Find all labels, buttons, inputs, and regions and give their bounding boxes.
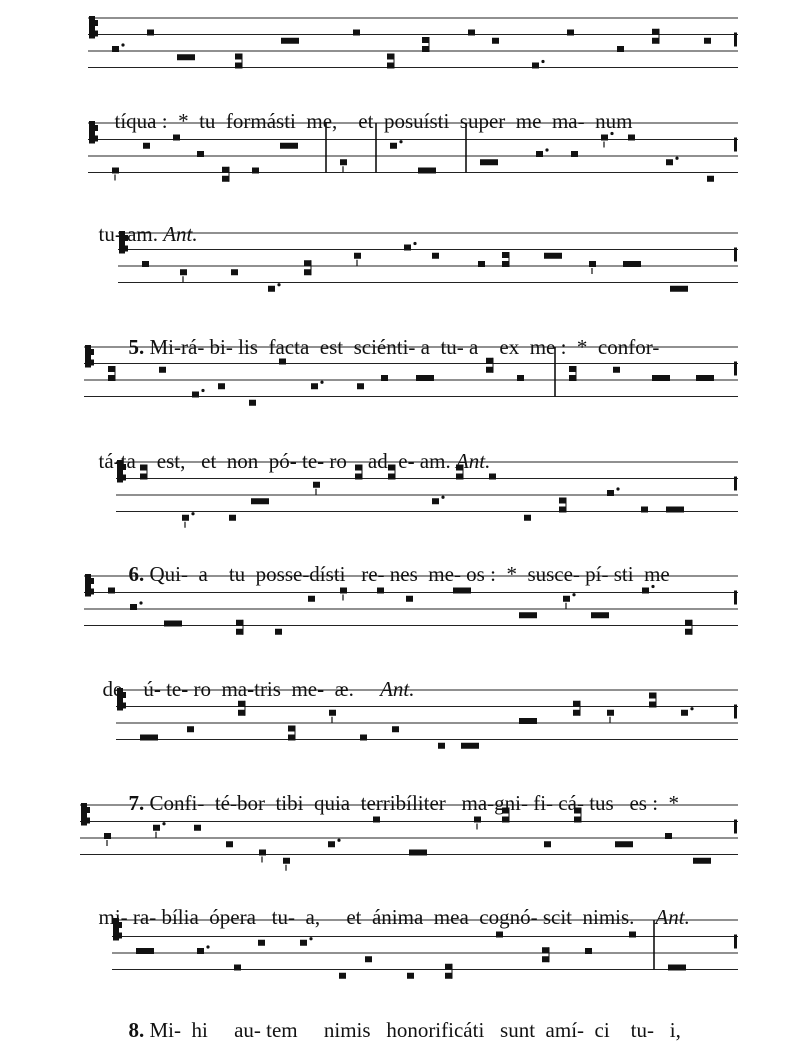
neume-note: [428, 375, 434, 381]
neume-note: [445, 964, 452, 970]
neume-note: [142, 948, 148, 954]
clef-icon: [85, 589, 94, 595]
neume-note: [409, 850, 415, 856]
neume-note: [465, 588, 471, 594]
neume-note: [468, 30, 475, 36]
clef-icon: [81, 818, 90, 824]
neume-note: [287, 38, 293, 44]
neume-note: [234, 965, 241, 971]
neume-note: [664, 375, 670, 381]
neume-note: [571, 151, 578, 157]
neume-note: [288, 735, 295, 741]
neume-note: [519, 612, 525, 618]
antiphon-marker: Ant.: [163, 222, 198, 246]
neume-note: [502, 252, 509, 258]
neume-note: [607, 710, 614, 716]
clef-icon: [117, 475, 126, 481]
neume-note: [360, 735, 367, 741]
neume-note: [311, 383, 318, 389]
neume-note: [649, 693, 656, 699]
neume-note: [708, 375, 714, 381]
neume-note: [652, 375, 658, 381]
custos-icon: [734, 138, 737, 152]
neume-note: [108, 588, 115, 594]
neume-note: [603, 612, 609, 618]
neume-note: [143, 143, 150, 149]
neume-note: [573, 710, 580, 716]
neume-note: [658, 375, 664, 381]
neume-note: [536, 151, 543, 157]
neume-note: [438, 743, 445, 749]
neume-note: [615, 841, 621, 847]
neume-note: [353, 30, 360, 36]
custos-icon: [734, 477, 737, 491]
neume-note: [456, 474, 463, 480]
neume-dot: [441, 496, 444, 499]
neume-note: [280, 143, 286, 149]
neume-note: [569, 375, 576, 381]
neume-note: [365, 956, 372, 962]
neume-note: [293, 38, 299, 44]
neume-dot: [337, 839, 340, 842]
neume-note: [354, 253, 361, 259]
neume-note: [649, 702, 656, 708]
neume-note: [418, 168, 424, 174]
neume-note: [525, 612, 531, 618]
neume-note: [235, 63, 242, 69]
neume-note: [519, 718, 525, 724]
neume-note: [524, 515, 531, 521]
neume-note: [652, 38, 659, 44]
neume-dot: [545, 148, 548, 151]
neume-note: [666, 159, 673, 165]
neume-note: [292, 143, 298, 149]
neume-note: [355, 474, 362, 480]
neume-note: [607, 490, 614, 496]
neume-note: [432, 498, 439, 504]
neume-note: [629, 932, 636, 938]
neume-note: [251, 498, 257, 504]
neume-note: [258, 940, 265, 946]
neume-note: [308, 596, 315, 602]
neume-note: [252, 168, 259, 174]
neume-note: [532, 63, 539, 69]
neume-note: [430, 168, 436, 174]
neume-note: [182, 515, 189, 521]
neume-note: [357, 383, 364, 389]
neume-dot: [309, 937, 312, 940]
neume-note: [569, 366, 576, 372]
neume-note: [707, 176, 714, 182]
neume-note: [140, 735, 146, 741]
neume-note: [153, 825, 160, 831]
neume-note: [496, 932, 503, 938]
clef-icon: [113, 933, 122, 939]
neume-note: [531, 612, 537, 618]
neume-note: [194, 825, 201, 831]
neume-note: [218, 383, 225, 389]
neume-note: [148, 948, 154, 954]
neume-note: [197, 151, 204, 157]
neume-note: [502, 261, 509, 267]
neume-note: [613, 367, 620, 373]
antiphon-marker: Ant.: [655, 905, 690, 929]
neume-note: [641, 507, 648, 513]
neume-note: [668, 965, 674, 971]
neume-note: [112, 168, 119, 174]
neume-dot: [690, 707, 693, 710]
neume-note: [275, 629, 282, 635]
neume-note: [340, 159, 347, 165]
neume-note: [559, 498, 566, 504]
neume-note: [492, 159, 498, 165]
antiphon-marker: Ant.: [380, 677, 415, 701]
neume-note: [693, 858, 699, 864]
neume-note: [635, 261, 641, 267]
neume-note: [550, 253, 556, 259]
neume-note: [461, 743, 467, 749]
neume-note: [685, 629, 692, 635]
neume-note: [585, 948, 592, 954]
clef-icon: [85, 578, 94, 584]
neume-note: [696, 375, 702, 381]
neume-note: [531, 718, 537, 724]
neume-note: [388, 474, 395, 480]
neume-note: [147, 30, 154, 36]
neume-note: [623, 261, 629, 267]
custos-icon: [734, 362, 737, 376]
neume-note: [136, 948, 142, 954]
neume-note: [542, 947, 549, 953]
neume-note: [283, 858, 290, 864]
neume-note: [680, 965, 686, 971]
neume-dot: [206, 945, 209, 948]
neume-note: [674, 965, 680, 971]
neume-note: [486, 367, 493, 373]
lyric-line-2: tu- am. Ant.: [98, 222, 198, 246]
neume-note: [257, 498, 263, 504]
neume-note: [236, 620, 243, 626]
neume-note: [104, 833, 111, 839]
neume-note: [574, 817, 581, 823]
neume-note: [112, 46, 119, 52]
lyric-line-3: 5. Mi-rá- bi- lis facta est sciénti- a tu- a ex me : * confor-: [128, 335, 660, 359]
neume-note: [591, 612, 597, 618]
neume-note: [231, 269, 238, 275]
neume-note: [517, 375, 524, 381]
neume-dot: [413, 242, 416, 245]
neume-note: [407, 973, 414, 979]
neume-note: [542, 956, 549, 962]
neume-note: [238, 710, 245, 716]
neume-note: [678, 507, 684, 513]
neume-note: [628, 135, 635, 141]
neume-dot: [121, 43, 124, 46]
neume-note: [544, 253, 550, 259]
neume-note: [422, 37, 429, 43]
neume-note: [617, 46, 624, 52]
neume-note: [670, 286, 676, 292]
neume-note: [377, 588, 384, 594]
clef-icon: [85, 349, 94, 355]
neume-note: [666, 507, 672, 513]
neume-note: [229, 515, 236, 521]
neume-note: [177, 54, 183, 60]
neume-note: [268, 286, 275, 292]
lyric-line-9: 8. Mi- hi au- tem nimis honorificáti sunt amí- ci tu- i,: [128, 1018, 681, 1042]
neume-note: [672, 507, 678, 513]
clef-icon: [119, 246, 128, 252]
clef-icon: [81, 807, 90, 813]
neume-note: [404, 245, 411, 251]
lyric-line-8: mi- ra- bília ópera tu- a, et ánima mea cognó- scit nimis. Ant.: [98, 905, 690, 929]
neume-note: [702, 375, 708, 381]
neume-note: [259, 850, 266, 856]
neume-note: [159, 367, 166, 373]
neume-note: [478, 261, 485, 267]
neume-note: [567, 30, 574, 36]
neume-note: [480, 159, 486, 165]
neume-note: [422, 46, 429, 52]
neume-dot: [201, 389, 204, 392]
neume-note: [238, 701, 245, 707]
neume-note: [559, 507, 566, 513]
neume-note: [563, 596, 570, 602]
custos-icon: [734, 935, 737, 949]
neume-note: [390, 143, 397, 149]
neume-dot: [191, 512, 194, 515]
neume-note: [249, 400, 256, 406]
neume-note: [164, 621, 170, 627]
neume-note: [108, 366, 115, 372]
neume-note: [392, 726, 399, 732]
clef-icon: [85, 360, 94, 366]
neume-note: [415, 850, 421, 856]
neume-note: [288, 726, 295, 732]
lyric-line-6: de ú- te- ro ma-tris me- æ. Ant.: [102, 677, 415, 701]
neume-note: [445, 973, 452, 979]
custos-icon: [734, 820, 737, 834]
neume-note: [373, 817, 380, 823]
neume-note: [627, 841, 633, 847]
clef-icon: [89, 136, 98, 142]
neume-note: [467, 743, 473, 749]
neume-note: [597, 612, 603, 618]
neume-note: [281, 38, 287, 44]
neume-note: [544, 841, 551, 847]
neume-note: [573, 701, 580, 707]
neume-note: [304, 260, 311, 266]
neume-note: [681, 710, 688, 716]
antiphon-marker: Ant.: [455, 449, 491, 473]
neume-note: [652, 29, 659, 35]
neume-note: [187, 726, 194, 732]
neume-dot: [541, 60, 544, 63]
neume-note: [589, 261, 596, 267]
verse-number: 8.: [128, 1018, 145, 1042]
lyric-line-7: 7. Confi- té-bor tibi quia terribíliter ma-gni- fi- cá- tus es : *: [128, 791, 680, 815]
neume-dot: [277, 283, 280, 286]
neume-dot: [675, 157, 678, 160]
neume-note: [176, 621, 182, 627]
neume-note: [492, 38, 499, 44]
lyric-line-1: tíqua : * tu formásti me, et posuísti super me ma- num: [114, 109, 633, 133]
neume-note: [381, 375, 388, 381]
neume-note: [685, 620, 692, 626]
clef-icon: [117, 703, 126, 709]
neume-note: [170, 621, 176, 627]
lyric-line-4: tá-ta est, et non pó- te- ro ad e- am. Ant.: [98, 449, 491, 473]
neume-note: [621, 841, 627, 847]
neume-note: [222, 167, 229, 173]
neume-note: [387, 63, 394, 69]
neume-note: [525, 718, 531, 724]
neume-note: [473, 743, 479, 749]
verse-number: 7.: [128, 791, 145, 815]
neume-dot: [162, 822, 165, 825]
neume-note: [704, 38, 711, 44]
neume-note: [486, 159, 492, 165]
neume-note: [304, 269, 311, 275]
neume-dot: [139, 601, 142, 604]
neume-note: [180, 269, 187, 275]
neume-note: [183, 54, 189, 60]
clef-icon: [89, 20, 98, 26]
neume-note: [279, 359, 286, 365]
neume-note: [502, 817, 509, 823]
neume-note: [665, 833, 672, 839]
neume-note: [236, 629, 243, 635]
neume-note: [340, 588, 347, 594]
neume-note: [130, 604, 137, 610]
neume-note: [387, 54, 394, 60]
neume-note: [222, 176, 229, 182]
neume-note: [705, 858, 711, 864]
neume-note: [328, 841, 335, 847]
neume-note: [339, 973, 346, 979]
neume-note: [422, 375, 428, 381]
neume-note: [235, 54, 242, 60]
neume-note: [556, 253, 562, 259]
custos-icon: [734, 591, 737, 605]
neume-note: [406, 596, 413, 602]
neume-note: [142, 261, 149, 267]
neume-note: [421, 850, 427, 856]
neume-note: [676, 286, 682, 292]
neume-note: [286, 143, 292, 149]
neume-note: [313, 482, 320, 488]
neume-dot: [399, 140, 402, 143]
neume-note: [189, 54, 195, 60]
neume-note: [173, 135, 180, 141]
verse-number: 5.: [128, 335, 145, 359]
neume-note: [682, 286, 688, 292]
neume-note: [263, 498, 269, 504]
neume-note: [108, 375, 115, 381]
custos-icon: [734, 248, 737, 262]
neume-note: [192, 392, 199, 398]
neume-note: [459, 588, 465, 594]
clef-icon: [89, 125, 98, 131]
neume-note: [329, 710, 336, 716]
neume-note: [453, 588, 459, 594]
neume-note: [197, 948, 204, 954]
neume-note: [300, 940, 307, 946]
neume-note: [474, 817, 481, 823]
custos-icon: [734, 705, 737, 719]
neume-dot: [572, 593, 575, 596]
neume-note: [642, 588, 649, 594]
neume-note: [699, 858, 705, 864]
verse-number: 6.: [128, 562, 145, 586]
clef-icon: [89, 31, 98, 37]
neume-note: [601, 135, 608, 141]
neume-note: [424, 168, 430, 174]
custos-icon: [734, 33, 737, 47]
neume-dot: [616, 487, 619, 490]
neume-note: [140, 474, 147, 480]
neume-note: [226, 841, 233, 847]
neume-note: [416, 375, 422, 381]
lyric-line-5: 6. Qui- a tu posse-dísti re- nes me- os : * susce- pí- sti me: [128, 562, 670, 586]
neume-note: [629, 261, 635, 267]
neume-note: [489, 474, 496, 480]
neume-dot: [320, 381, 323, 384]
neume-note: [152, 735, 158, 741]
neume-note: [146, 735, 152, 741]
neume-note: [432, 253, 439, 259]
